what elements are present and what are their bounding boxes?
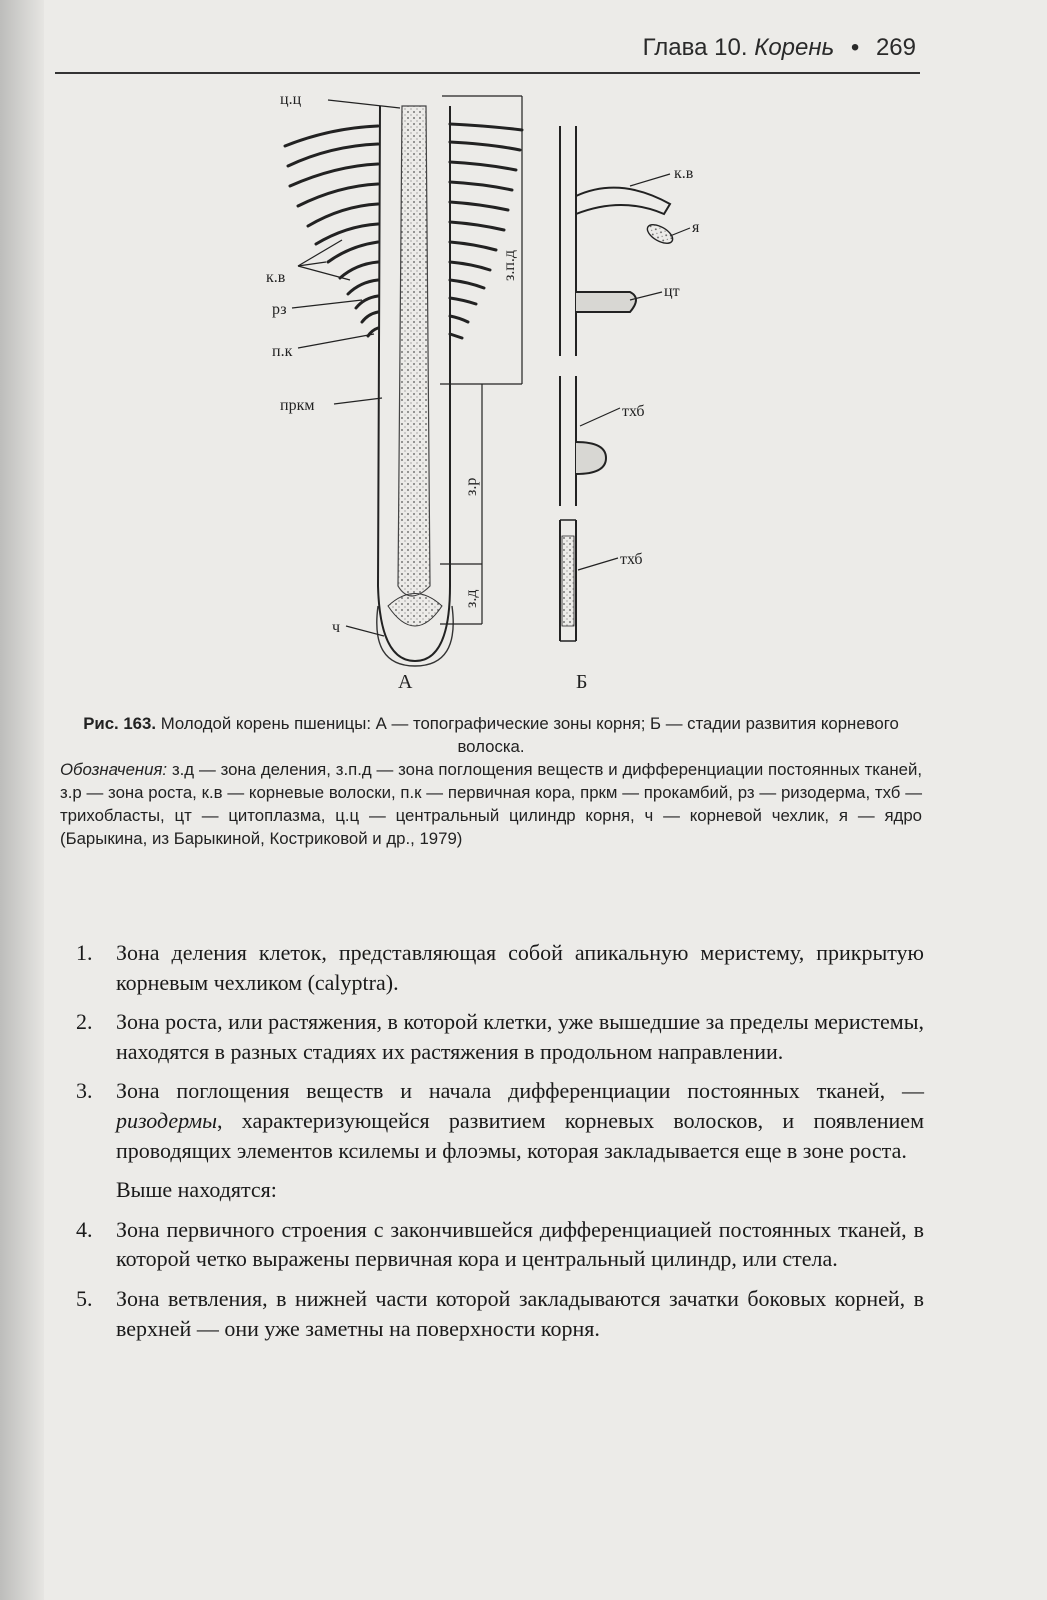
list-number: 1. xyxy=(76,940,93,965)
label-pk: п.к xyxy=(272,343,293,360)
figure-number: Рис. 163. xyxy=(83,714,157,733)
list-item xyxy=(76,938,924,997)
central-cylinder xyxy=(398,106,430,596)
legend-text: з.д — зона деления, з.п.д — зона поглощения веществ и дифференциации постоянных тканей, з.р — зона роста, к.в — корневые волоски, п.к — первичная кора, пркм — прокамбий, рз — ризодерма, тхб — трихобласты, цт — цитоплазма, ц.ц — центральный цилиндр корня, ч — корневой чехлик, я — ядро (Барыкина, из Барыкиной, Костриковой и др., 1979) xyxy=(60,760,922,848)
list-text: Зона роста, или растяжения, в которой клетки, уже вышедшие за пределы меристемы, находятся в разных стадиях их растяжения в продольном направлении. xyxy=(116,1009,924,1064)
list-emphasis: ризодермы xyxy=(116,1107,218,1133)
list-item xyxy=(76,1284,924,1343)
list-text: Зона ветвления, в нижней части которой закладываются зачатки боковых корней, в верхней — они уже заметны на поверхности корня. xyxy=(116,1285,924,1341)
root-hairs-left xyxy=(285,126,378,336)
page-binding-shadow xyxy=(0,0,44,1600)
label-txb-2: тхб xyxy=(620,551,643,568)
list-text: Зона деления клеток, представляющая собой апикальную меристему, прикрытую корневым чехликом (calyptra). xyxy=(116,940,924,995)
caption-text: Молодой корень пшеницы: А — топографические зоны корня; Б — стадии развития корневого волоска. xyxy=(160,714,899,756)
header-text xyxy=(643,34,916,62)
label-txb-1: тхб xyxy=(622,403,645,420)
label-zd: з.д xyxy=(463,589,480,608)
list-item xyxy=(76,1076,924,1165)
running-header xyxy=(55,32,920,74)
meristem xyxy=(388,594,442,627)
label-kv-b: к.в xyxy=(674,165,694,182)
label-letter-a: А xyxy=(398,671,413,693)
root-hairs-right xyxy=(450,124,522,338)
label-kv-a: к.в xyxy=(266,269,286,286)
leader-lines-a xyxy=(292,100,400,636)
list-number: 4. xyxy=(76,1216,93,1242)
list-number: 2. xyxy=(76,1009,93,1035)
label-letter-b: Б xyxy=(576,671,588,693)
label-rz: рз xyxy=(272,301,287,318)
label-prkm: пркм xyxy=(280,397,315,414)
figure-caption xyxy=(60,712,922,850)
legend-label: Обозначения: xyxy=(60,760,168,779)
list-item xyxy=(76,1007,924,1066)
zone-brackets xyxy=(440,96,522,624)
list-text: Зона первичного строения с закончившейся дифференциацией постоянных тканей, в которой четко выражены первичная кора и центральный цилиндр, или стела. xyxy=(116,1216,924,1272)
page-number: 269 xyxy=(875,34,916,61)
list-number: 3. xyxy=(76,1078,93,1104)
root-diagram xyxy=(250,86,700,706)
list-text: Зона поглощения веществ и начала дифференциации постоянных тканей, — xyxy=(116,1078,924,1104)
interlude-text: Выше находятся: xyxy=(116,1177,277,1203)
chapter-title: Корень xyxy=(754,34,835,61)
chapter-number: Глава 10. xyxy=(642,34,748,61)
list-item xyxy=(76,1215,924,1274)
zone-list xyxy=(76,938,924,1353)
label-ct: цт xyxy=(664,283,680,300)
list-text: , характеризующейся развитием корневых волосков, и появлением проводящих элементов ксилемы и флоэмы, которая закладывается еще в зоне роста. xyxy=(116,1107,924,1163)
label-ya: я xyxy=(692,219,700,236)
label-zpd: з.п.д xyxy=(501,249,518,281)
caption-legend xyxy=(60,758,922,850)
label-zr: з.р xyxy=(463,477,480,496)
header-bullet: • xyxy=(850,34,860,61)
diagram-a-root xyxy=(285,96,522,666)
caption-main xyxy=(60,712,922,758)
label-ch: ч xyxy=(332,619,341,636)
root-figure xyxy=(250,86,700,706)
list-number: 5. xyxy=(76,1285,93,1311)
label-cc: ц.ц xyxy=(280,91,302,108)
